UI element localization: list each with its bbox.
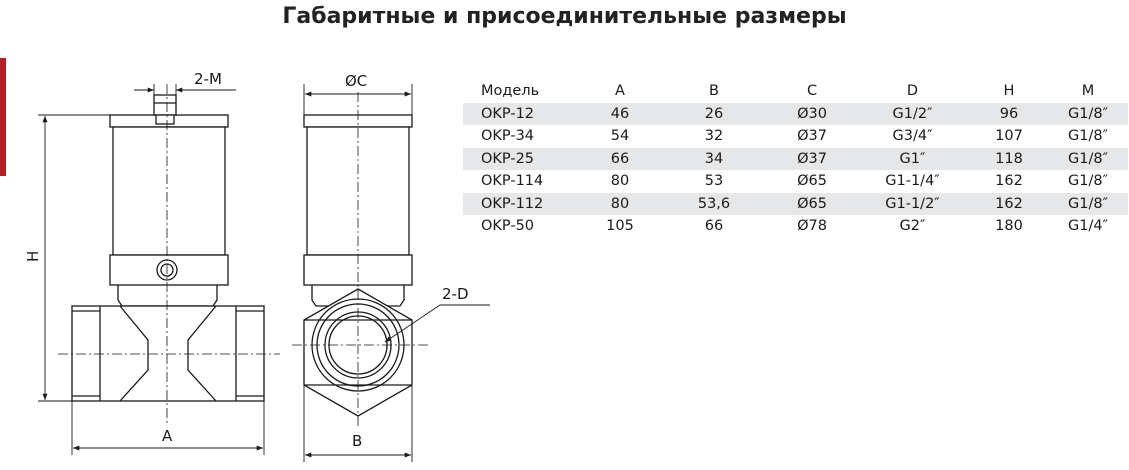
table-cell: 34 bbox=[659, 148, 769, 171]
table-cell: G1-1/2″ bbox=[855, 193, 970, 216]
table-cell: Ø30 bbox=[769, 103, 855, 126]
table-cell: G1/2″ bbox=[855, 103, 970, 126]
table-cell: 162 bbox=[970, 170, 1048, 193]
col-header-d: D bbox=[906, 83, 919, 100]
table-cell: 118 bbox=[970, 148, 1048, 171]
table-header-row bbox=[463, 80, 1128, 103]
table-cell: Ø65 bbox=[769, 170, 855, 193]
col-header-b: B bbox=[709, 83, 719, 100]
col-header-h: H bbox=[1003, 83, 1015, 100]
table-cell: G1/8″ bbox=[1048, 125, 1128, 148]
table-cell: G1/8″ bbox=[1048, 170, 1128, 193]
table-cell: OKP-114 bbox=[463, 170, 581, 193]
label-c: ØC bbox=[345, 72, 368, 90]
table-cell: 54 bbox=[581, 125, 659, 148]
table-cell: OKP-25 bbox=[463, 148, 581, 171]
table-cell: 66 bbox=[581, 148, 659, 171]
table-cell: G2″ bbox=[855, 215, 970, 238]
table-cell: 32 bbox=[659, 125, 769, 148]
table-cell: G1/8″ bbox=[1048, 148, 1128, 171]
table-cell: 46 bbox=[581, 103, 659, 126]
table-cell: 162 bbox=[970, 193, 1048, 216]
page-title: Габаритные и присоединительные размеры bbox=[282, 4, 847, 29]
table-cell: 66 bbox=[659, 215, 769, 238]
col-header-c: C bbox=[806, 83, 818, 100]
front-valve-body bbox=[72, 306, 264, 401]
table-row bbox=[463, 148, 1128, 171]
table-cell: 26 bbox=[659, 103, 769, 126]
table-cell: 53,6 bbox=[659, 193, 769, 216]
table-cell: G1-1/4″ bbox=[855, 170, 970, 193]
table-cell: OKP-50 bbox=[463, 215, 581, 238]
col-header-m: M bbox=[1081, 83, 1095, 100]
table-cell: 180 bbox=[970, 215, 1048, 238]
table-cell: Ø78 bbox=[769, 215, 855, 238]
table-row bbox=[463, 125, 1128, 148]
table-cell: 80 bbox=[581, 170, 659, 193]
col-header-a: A bbox=[615, 83, 625, 100]
table-cell: Ø37 bbox=[769, 125, 855, 148]
table-cell: 80 bbox=[581, 193, 659, 216]
table-cell: 96 bbox=[970, 103, 1048, 126]
label-b: B bbox=[352, 432, 363, 450]
table-cell: G1″ bbox=[855, 148, 970, 171]
spec-table bbox=[463, 80, 1128, 238]
table-cell: OKP-112 bbox=[463, 193, 581, 216]
label-h: H bbox=[24, 250, 42, 262]
front-lower-housing bbox=[110, 255, 228, 285]
table-row bbox=[463, 170, 1128, 193]
table-cell: 105 bbox=[581, 215, 659, 238]
table-cell: G3/4″ bbox=[855, 125, 970, 148]
table-cell: G1/4″ bbox=[1048, 215, 1128, 238]
front-coil-body bbox=[113, 127, 225, 255]
dimension-drawing bbox=[0, 0, 469, 470]
table-cell: G1/8″ bbox=[1048, 103, 1128, 126]
table-cell: G1/8″ bbox=[1048, 193, 1128, 216]
label-2m: 2-M bbox=[194, 70, 222, 88]
table-row bbox=[463, 103, 1128, 126]
label-a: A bbox=[162, 427, 173, 445]
table-row bbox=[463, 215, 1128, 238]
table-cell: 53 bbox=[659, 170, 769, 193]
table-cell: Ø37 bbox=[769, 148, 855, 171]
table-cell: 107 bbox=[970, 125, 1048, 148]
front-view bbox=[72, 95, 264, 401]
front-top-fitting bbox=[154, 95, 176, 115]
table-cell: OKP-34 bbox=[463, 125, 581, 148]
table-cell: OKP-12 bbox=[463, 103, 581, 126]
col-header-model: Модель bbox=[481, 83, 540, 100]
table-cell: Ø65 bbox=[769, 193, 855, 216]
table-row bbox=[463, 193, 1128, 216]
label-2d: 2-D bbox=[442, 285, 469, 303]
